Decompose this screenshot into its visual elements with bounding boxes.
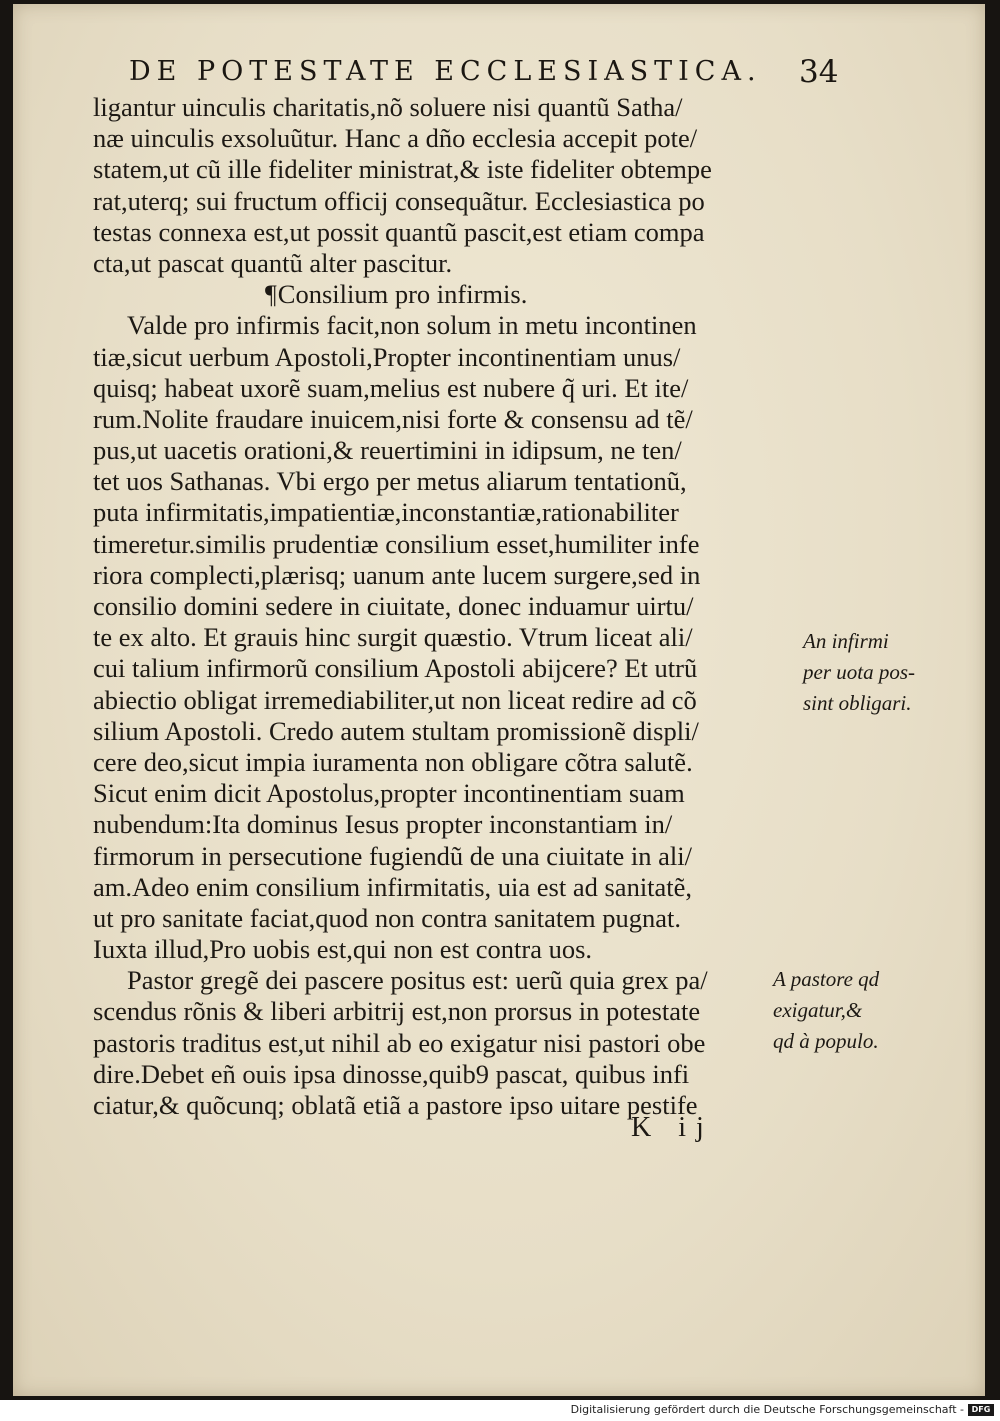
text-line: Sicut enim dicit Apostolus,propter incontinentiam suam: [93, 778, 685, 809]
text-line: te ex alto. Et grauis hinc surgit quæstio. Vtrum liceat ali/: [93, 622, 693, 653]
text-line: statem,ut cũ ille fideliter ministrat,& iste fideliter obtempe: [93, 154, 712, 185]
text-line: tet uos Sathanas. Vbi ergo per metus aliarum tentationũ,: [93, 466, 687, 497]
text-line: Pastor gregẽ dei pascere positus est: uerũ quia grex pa/: [127, 965, 708, 996]
marginal-note-line: per uota pos-: [803, 660, 915, 684]
page-number: 34: [799, 54, 839, 90]
running-head: DE POTESTATE ECCLESIASTICA.: [129, 56, 762, 87]
text-line: pus,ut uacetis orationi,& reuertimini in idipsum, ne ten/: [93, 435, 682, 466]
dfg-logo-icon: DFG: [968, 1404, 994, 1416]
text-line: dire.Debet eñ ouis ipsa dinosse,quib9 pascat, quibus infi: [93, 1058, 690, 1089]
footer-credit: Digitalisierung gefördert durch die Deutsche Forschungsgemeinschaft -: [570, 1403, 964, 1416]
text-line: silium Apostoli. Credo autem stultam promissionẽ displi/: [93, 715, 699, 746]
marginal-note-line: qd à populo.: [773, 1029, 879, 1053]
marginal-note-line: An infirmi: [803, 629, 889, 653]
text-line: abiectio obligat irremediabiliter,ut non liceat redire ad cõ: [93, 684, 697, 715]
section-heading-text: Consilium pro infirmis.: [277, 279, 528, 310]
text-line: testas connexa est,ut possit quantũ pascit,est etiam compa: [93, 216, 705, 247]
text-line: firmorum in persecutione fugiendũ de una ciuitate in ali/: [93, 840, 693, 871]
marginal-note-pastore: [773, 964, 879, 1057]
marginal-note-line: A pastore qd: [773, 967, 880, 991]
text-line: ut pro sanitate faciat,quod non contra sanitatem pugnat.: [93, 902, 681, 933]
text-line: cta,ut pascat quantũ alter pascitur.: [93, 247, 453, 278]
text-line: am.Adeo enim consilium infirmitatis, uia est ad sanitatẽ,: [93, 871, 693, 902]
text-line: rum.Nolite fraudare inuicem,nisi forte & consensu ad tẽ/: [93, 403, 693, 434]
text-line: Valde pro infirmis facit,non solum in metu incontinen: [127, 310, 697, 341]
text-line: timeretur.similis prudentiæ consilium esset,humiliter infe: [93, 528, 700, 559]
marginal-note-line: sint obligari.: [803, 691, 912, 715]
text-line: scendus rõnis & liberi arbitrij est,non prorsus in potestate: [93, 996, 701, 1027]
main-text-block: [93, 92, 783, 1121]
text-line: quisq; habeat uxorẽ suam,melius est nubere q̃ uri. Et ite/: [93, 372, 689, 403]
text-line: cui talium infirmorũ consilium Apostoli abijcere? Et utrũ: [93, 653, 698, 684]
text-line: ligantur uinculis charitatis,nõ soluere nisi quantũ Satha/: [93, 92, 683, 122]
section-heading: [93, 279, 783, 310]
pilcrow-icon: ¶: [265, 280, 277, 310]
text-line: nubendum:Ita dominus Iesus propter inconstantiam in/: [93, 809, 673, 840]
text-line: Iuxta illud,Pro uobis est,qui non est contra uos.: [93, 934, 593, 965]
signature-mark: K ij: [631, 1112, 714, 1143]
text-line: pastoris traditus est,ut nihil ab eo exigatur nisi pastori obe: [93, 1027, 706, 1058]
marginal-note-infirmi: [803, 626, 915, 719]
digitization-footer: [0, 1400, 1000, 1421]
text-line: cere deo,sicut impia iuramenta non obligare cõtra salutẽ.: [93, 746, 693, 777]
text-line: næ uinculis exsoluũtur. Hanc a dño ecclesia accepit pote/: [93, 123, 698, 154]
text-line: puta infirmitatis,impatientiæ,inconstantiæ,rationabiliter: [93, 497, 679, 528]
text-line: ciatur,& quõcunq; oblatã etiã a pastore ipso uitare pestife: [93, 1090, 698, 1120]
text-line: tiæ,sicut uerbum Apostoli,Propter incontinentiam unus/: [93, 341, 681, 372]
marginal-note-line: exigatur,&: [773, 998, 863, 1022]
text-line: riora complecti,plærisq; uanum ante lucem surgere,sed in: [93, 559, 701, 590]
book-page: [13, 4, 985, 1396]
text-line: rat,uterq; sui fructum officij consequãtur. Ecclesiastica po: [93, 185, 705, 216]
text-line: consilio domini sedere in ciuitate, donec induamur uirtu/: [93, 591, 694, 621]
